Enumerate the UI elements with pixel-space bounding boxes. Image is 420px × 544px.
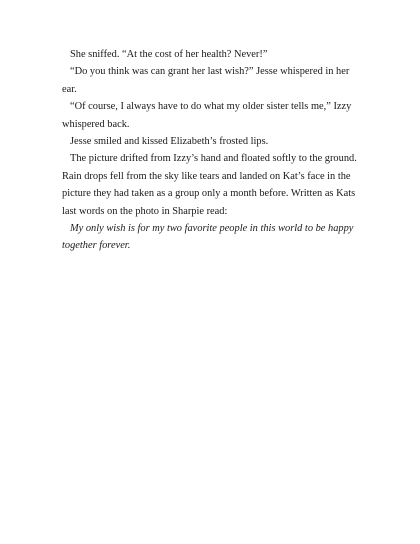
paragraph-3: “Of course, I always have to do what my older sister tells me,” Izzy whispered back. bbox=[62, 101, 352, 130]
paragraph-5: The picture drifted from Izzy’s hand and floated softly to the ground. Rain drops fell from the sky like tears and landed on Kat’s face in the picture they had taken as a group only a month before. Written as Kats last words on the photo in Sharpie read: bbox=[62, 153, 357, 217]
photo-inscription: My only wish is for my two favorite people in this world to be happy together forever. bbox=[62, 223, 354, 252]
paragraph-2: “Do you think was can grant her last wish?” Jesse whispered in her ear. bbox=[62, 66, 350, 95]
paragraph-1: She sniffed. “At the cost of her health? Never!” bbox=[70, 49, 268, 60]
paragraph-4: Jesse smiled and kissed Elizabeth’s frosted lips. bbox=[70, 136, 269, 148]
body-text bbox=[62, 46, 362, 255]
